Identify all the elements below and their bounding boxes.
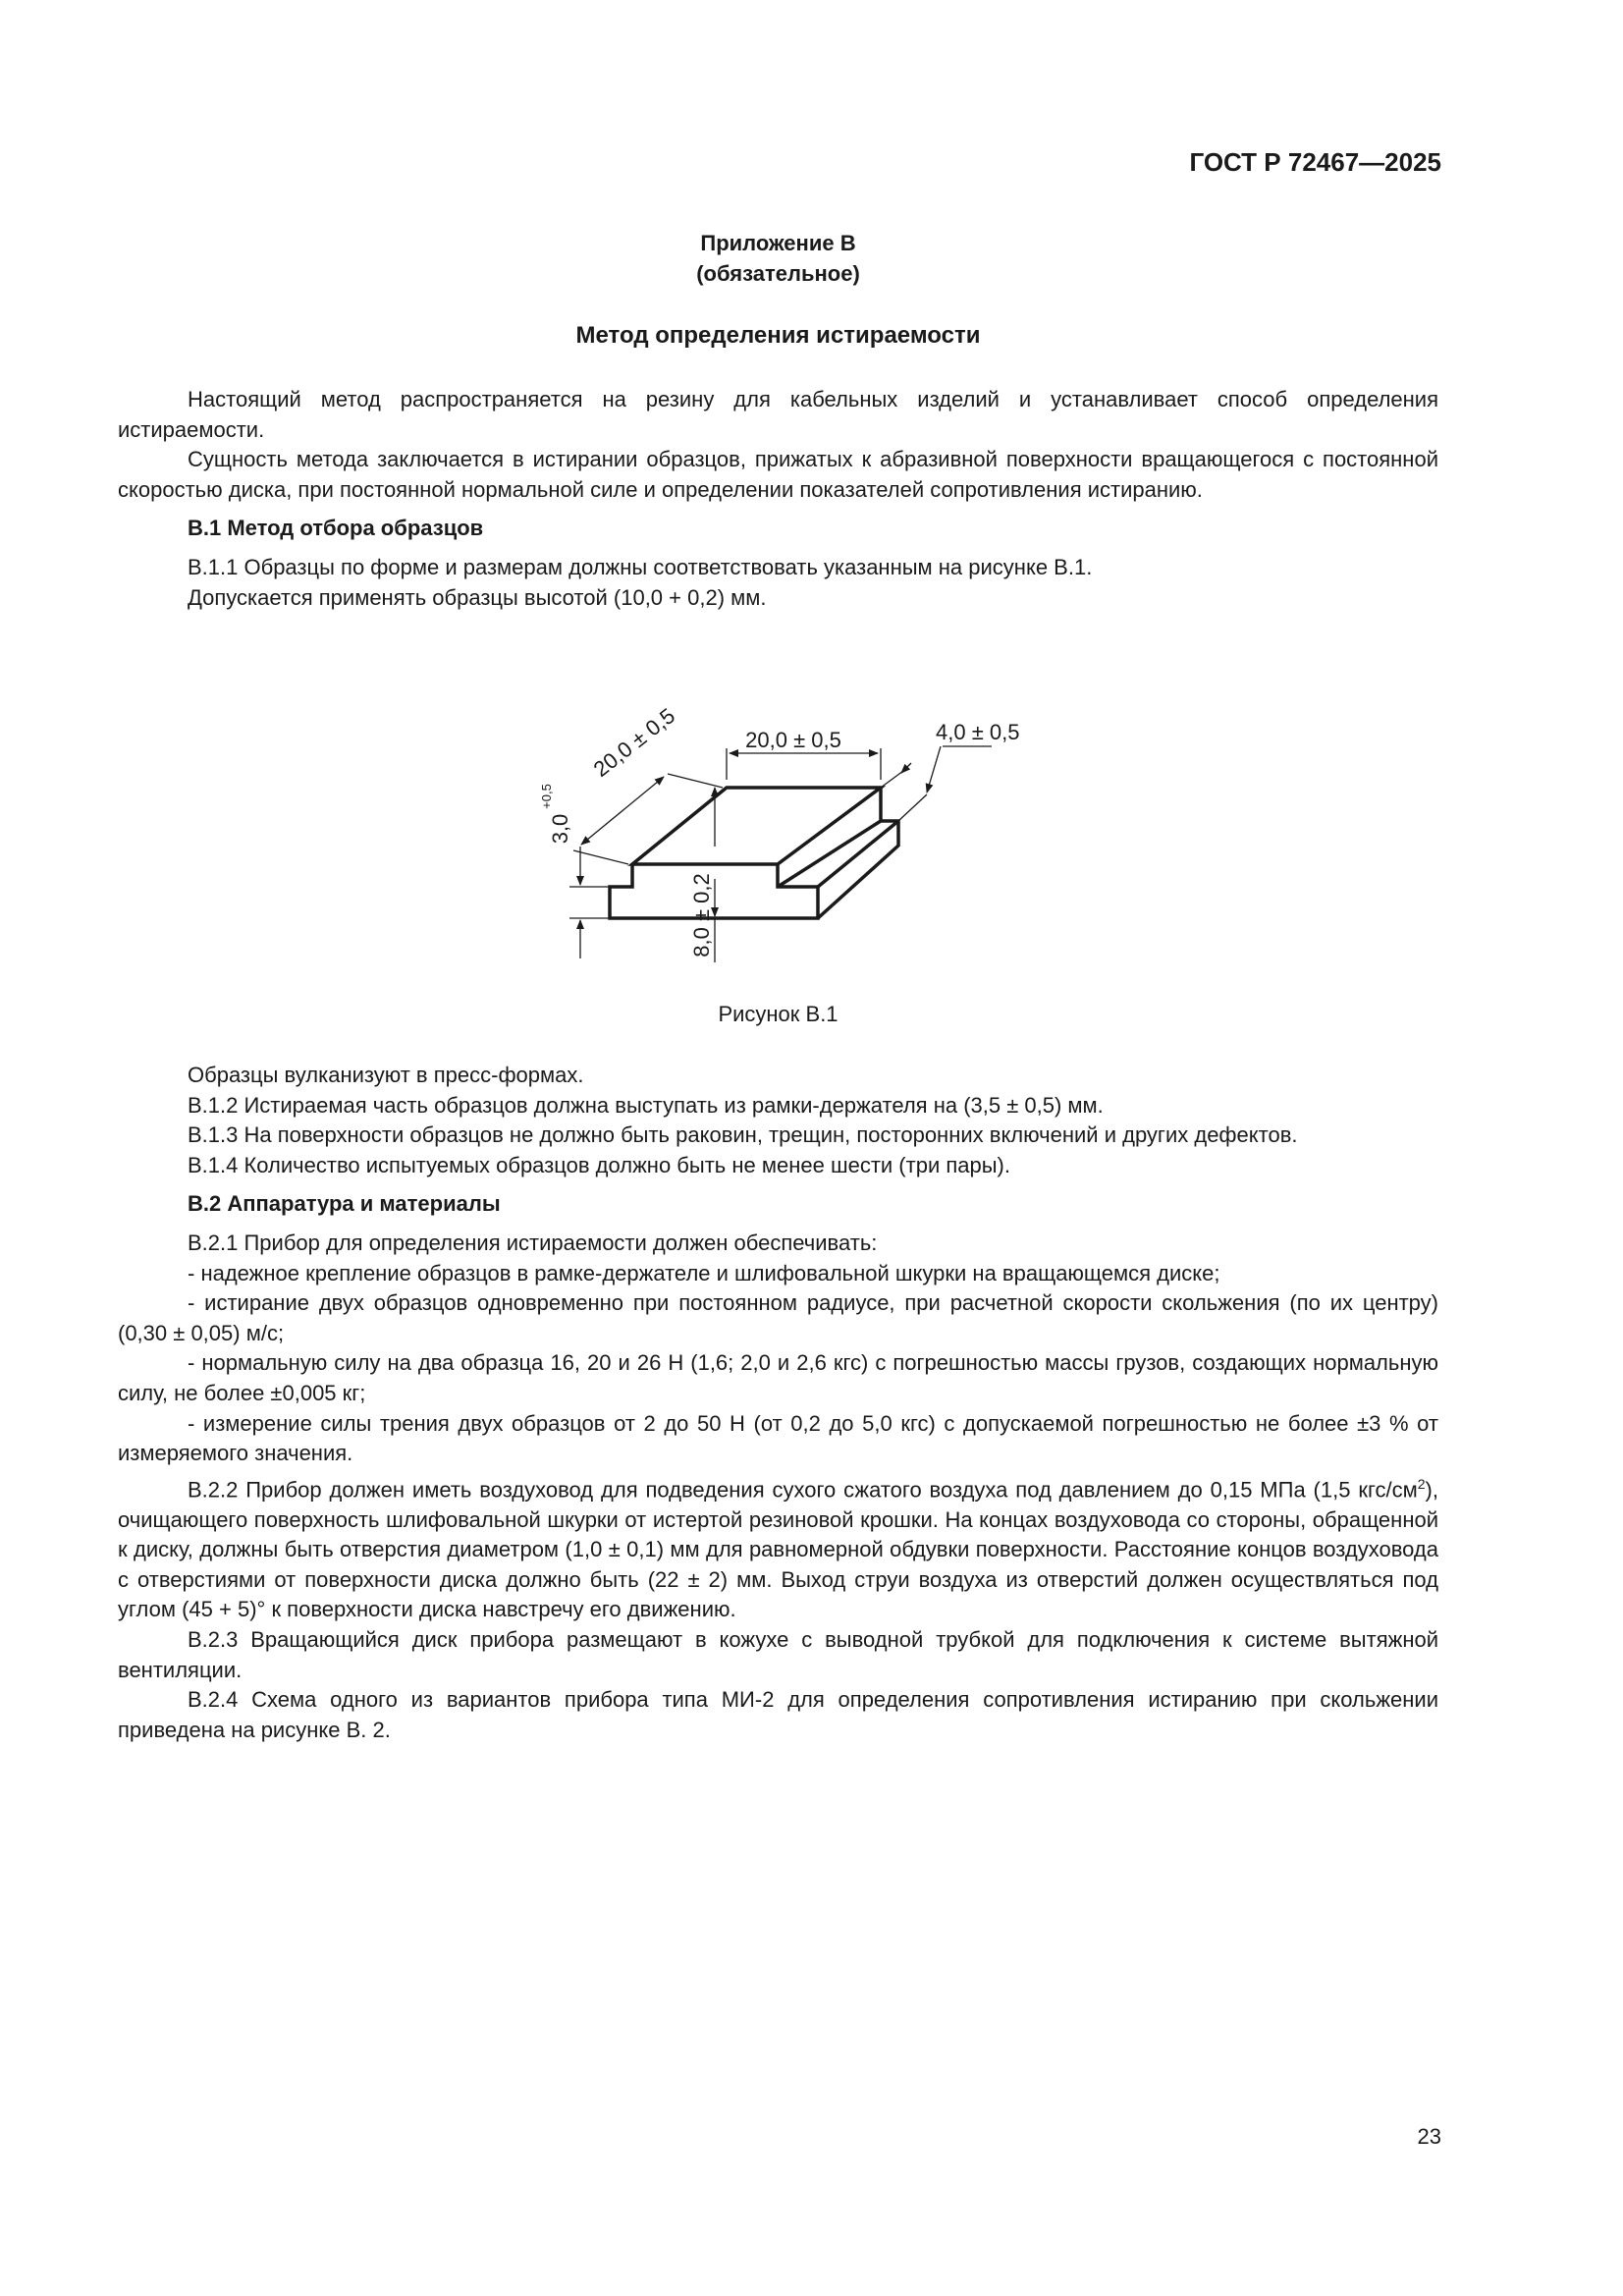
appendix-title: Приложение В	[700, 231, 856, 255]
list-item: - измерение силы трения двух образцов от 2 до 50 Н (от 0,2 до 5,0 кгс) с допускаемой погрешностью не более ±3 % от измеряемого значения.	[118, 1410, 1438, 1466]
block-top-face	[632, 788, 881, 864]
paragraph-b14: В.1.4 Количество испытуемых образцов должно быть не менее шести (три пары).	[188, 1152, 1010, 1177]
dim-left-label: 3,0	[548, 813, 572, 845]
specimen-drawing	[530, 668, 1041, 972]
intro-paragraph: Сущность метода заключается в истирании образцов, прижатых к абразивной поверхности вращающегося с постоянной скоростью диска, при постоянной нормальной силе и определении показателей сопротивления истиранию.	[118, 447, 1438, 502]
list-item: - истирание двух образцов одновременно при постоянном радиусе, при расчетной скорости скольжения (по их центру) (0,30 ± 0,05) м/с;	[118, 1290, 1438, 1345]
paragraph-b12: В.1.2 Истираемая часть образцов должна выступать из рамки-держателя на (3,5 ± 0,5) мм.	[188, 1092, 1104, 1118]
appendix-status: (обязательное)	[696, 261, 860, 286]
intro-paragraph: Настоящий метод распространяется на резину для кабельных изделий и устанавливает способ определения истираемости.	[118, 387, 1438, 442]
list-item: - нормальную силу на два образца 16, 20 и 26 Н (1,6; 2,0 и 2,6 кгс) с погрешностью массы грузов, создающих нормальную силу, не более ±0,005 кг;	[118, 1350, 1438, 1405]
intro-block	[118, 385, 1438, 613]
paragraph-b23: В.2.3 Вращающийся диск прибора размещают в кожухе с выводной трубкой для подключения к системе вытяжной вентиляции.	[118, 1627, 1438, 1682]
main-block	[118, 1061, 1438, 1745]
paragraph-b24: В.2.4 Схема одного из вариантов прибора типа МИ-2 для определения сопротивления истиранию при скольжении приведена на рисунке В. 2.	[118, 1687, 1438, 1742]
paragraph-b11-note: Допускается применять образцы высотой (10,0 + 0,2) мм.	[188, 584, 767, 610]
paragraph-b13: В.1.3 На поверхности образцов не должно быть раковин, трещин, посторонних включений и других дефектов.	[188, 1122, 1298, 1148]
appendix-heading	[118, 228, 1438, 289]
page-number: 23	[1417, 2124, 1441, 2149]
section-heading-b2: В.2 Аппаратура и материалы	[188, 1191, 501, 1217]
dim-top-label: 20,0 ± 0,5	[745, 728, 841, 752]
dim-right-label: 4,0 ± 0,5	[936, 720, 1020, 744]
paragraph-b11: В.1.1 Образцы по форме и размерам должны соответствовать указанным на рисунке В.1.	[188, 554, 1093, 579]
paragraph-b21: В.2.1 Прибор для определения истираемости должен обеспечивать:	[188, 1230, 878, 1255]
dim-diag-label: 20,0 ± 0,5	[588, 703, 680, 782]
superscript: 2	[1417, 1475, 1426, 1492]
dim-left-tolerance: +0,5	[539, 784, 554, 809]
figure-b1	[530, 668, 1041, 972]
section-heading-b1: В.1 Метод отбора образцов	[188, 516, 484, 541]
document-code: ГОСТ Р 72467—2025	[1189, 147, 1441, 177]
paragraph: Образцы вулканизуют в пресс-формах.	[188, 1063, 584, 1087]
figure-caption: Рисунок В.1	[718, 1002, 839, 1026]
list-item: - надежное крепление образцов в рамке-держателе и шлифовальной шкурки на вращающемся диске;	[188, 1260, 1220, 1285]
dim-bottom-label: 8,0 ± 0,2	[689, 873, 714, 957]
method-title: Метод определения истираемости	[575, 322, 981, 349]
paragraph-b22: В.2.2 Прибор должен иметь воздуховод для подведения сухого сжатого воздуха под давлением до 0,15 МПа (1,5 кгс/$см^2$), очищающего поверхность шлифовальной шкурки от истертой резиновой крошки. На концах воздуховода со стороны, обращенной к диску, должны быть отверстия диаметром (1,0 ± 0,1) мм для равномерной обдувки поверхности. Расстояние концов воздуховода с отверстиями от поверхности диска должно быть (22 ± 2) мм. Выход струи воздуха из отверстий должен осуществляться под углом (45 + 5)° к поверхности диска навстречу его движению.	[118, 1475, 1438, 1622]
